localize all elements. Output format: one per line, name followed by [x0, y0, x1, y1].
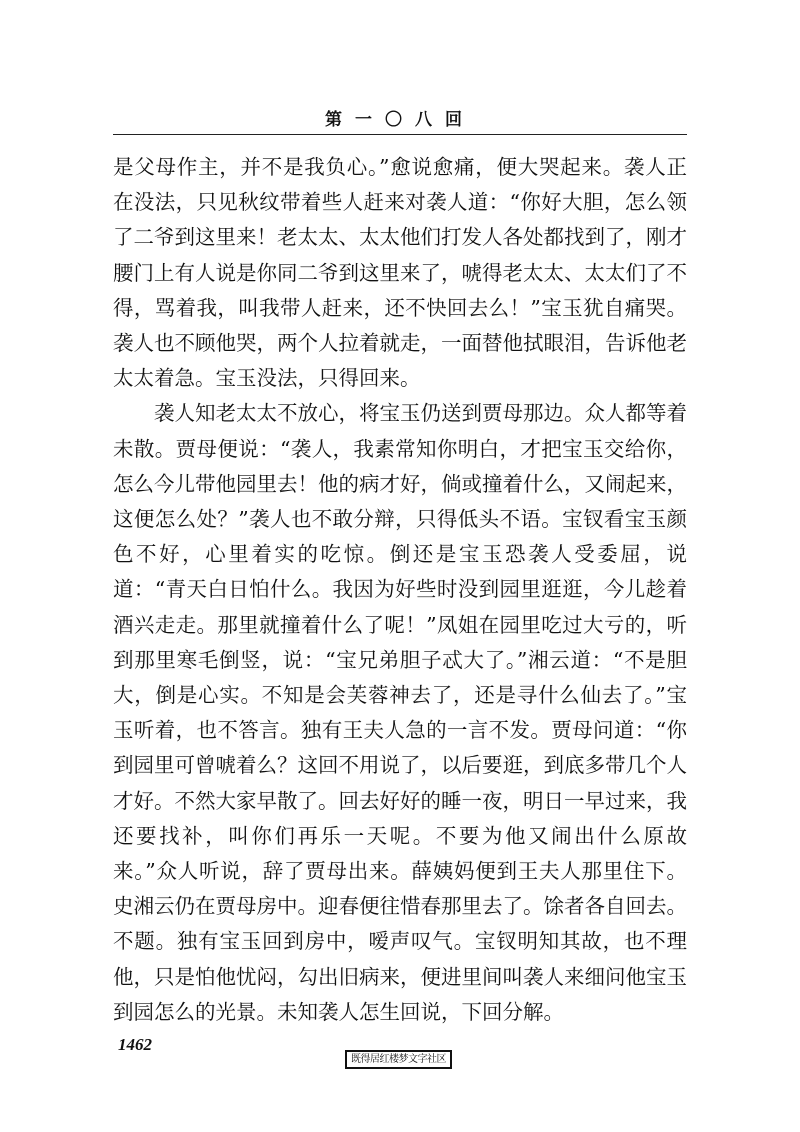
chapter-title: 第一〇八回 [325, 110, 475, 130]
footer-stamp: 既得居红楼梦文字社区 [345, 1050, 452, 1069]
page-number: 1462 [118, 1035, 152, 1054]
header-rule [113, 134, 687, 135]
body-text [113, 150, 687, 1030]
paragraph-1: 是父母作主，并不是我负心。”愈说愈痛，便大哭起来。袭人正在没法，只见秋纹带着些人赶来对袭人道：“你好大胆，怎么领了二爷到这里来！老太太、太太他们打发人各处都找到了，刚才腰门上有人说是你同二爷到这里来了，唬得老太太、太太们了不得，骂着我，叫我带人赶来，还不快回去么！”宝玉犹自痛哭。袭人也不顾他哭，两个人拉着就走，一面替他拭眼泪，告诉他老太太着急。宝玉没法，只得回来。 [113, 155, 687, 391]
paragraph-2: 袭人知老太太不放心，将宝玉仍送到贾母那边。众人都等着未散。贾母便说：“袭人，我素常知你明白，才把宝玉交给你，怎么今儿带他园里去！他的病才好，倘或撞着什么，又闹起来，这便怎么处？”袭人也不敢分辩，只得低头不语。宝钗看宝玉颜色不好，心里着实的吃惊。倒还是宝玉恐袭人受委屈，说道：“青天白日怕什么。我因为好些时没到园里逛逛，今儿趁着酒兴走走。那里就撞着什么了呢！”凤姐在园里吃过大亏的，听到那里寒毛倒竖，说：“宝兄弟胆子忒大了。”湘云道：“不是胆大，倒是心实。不知是会芙蓉神去了，还是寻什么仙去了。”宝玉听着，也不答言。独有王夫人急的一言不发。贾母问道：“你到园里可曾唬着么？这回不用说了，以后要逛，到底多带几个人才好。不然大家早散了。回去好好的睡一夜，明日一早过来，我还要找补，叫你们再乐一天呢。不要为他又闹出什么原故来。”众人听说，辞了贾母出来。薛姨妈便到王夫人那里住下。史湘云仍在贾母房中。迎春便往惜春那里去了。馀者各自回去。不题。独有宝玉回到房中，嗳声叹气。宝钗明知其故，也不理他，只是怕他忧闷，勾出旧病来，便进里间叫袭人来细问他宝玉到园怎么的光景。未知袭人怎生回说，下回分解。 [113, 401, 687, 1024]
page-header [113, 101, 687, 133]
